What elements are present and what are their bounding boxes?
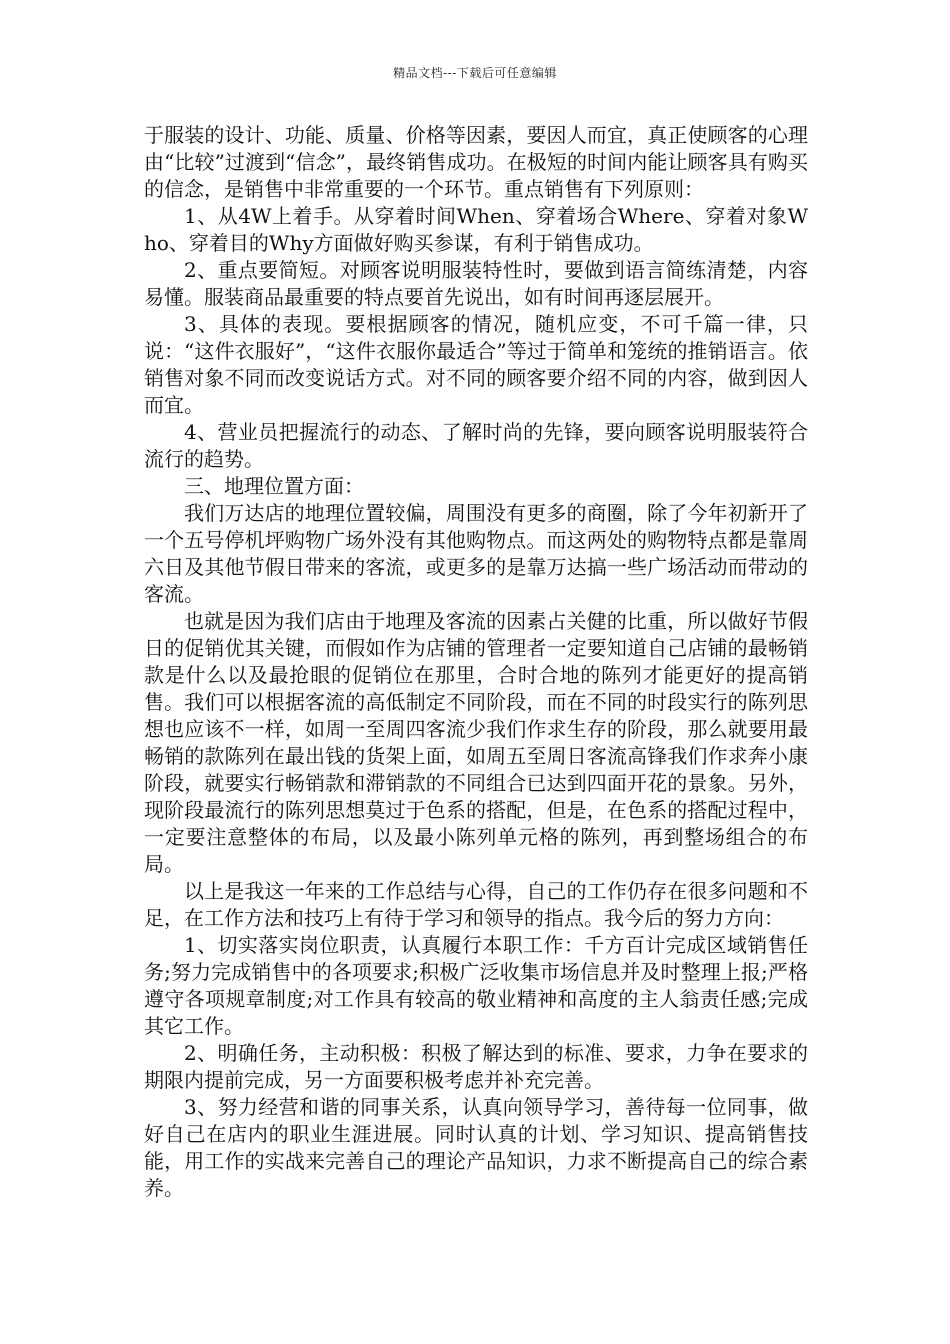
section-heading-location: 三、地理位置方面： bbox=[184, 474, 364, 498]
paragraph-principle-2: 2、重点要简短。对顾客说明服装特性时，要做到语言简练清楚，内容易懂。服装商品最重要的特点要首先说出，如有时间再逐层展开。 bbox=[144, 258, 808, 309]
paragraph-direction-1: 1、切实落实岗位职责，认真履行本职工作：千方百计完成区域销售任务;努力完成销售中的各项要求;积极广泛收集市场信息并及时整理上报;严格遵守各项规章制度;对工作具有较高的敬业精神和高度的主人翁责任感;完成其它工作。 bbox=[144, 933, 808, 1038]
paragraph-principle-3: 3、具体的表现。要根据顾客的情况，随机应变，不可千篇一律，只说：“这件衣服好”，“这件衣服你最适合”等过于简单和笼统的推销语言。依销售对象不同而改变说话方式。对不同的顾客要介绍不同的内容，做到因人而宜。 bbox=[144, 312, 808, 417]
document-body bbox=[144, 122, 808, 1202]
paragraph-direction-2: 2、明确任务，主动积极：积极了解达到的标准、要求，力争在要求的期限内提前完成，另一方面要积极考虑并补充完善。 bbox=[144, 1041, 808, 1092]
paragraph-principle-4: 4、营业员把握流行的动态、了解时尚的先锋，要向顾客说明服装符合流行的趋势。 bbox=[144, 420, 808, 471]
paragraph-summary: 以上是我这一年来的工作总结与心得，自己的工作仍存在很多问题和不足，在工作方法和技巧上有待于学习和领导的指点。我今后的努力方向： bbox=[144, 879, 808, 930]
paragraph-continuation: 于服装的设计、功能、质量、价格等因素，要因人而宜，真正使顾客的心理由“比较”过渡到“信念”，最终销售成功。在极短的时间内能让顾客具有购买的信念，是销售中非常重要的一个环节。重点销售有下列原则： bbox=[144, 123, 808, 201]
paragraph-direction-3: 3、努力经营和谐的同事关系，认真向领导学习，善待每一位同事，做好自己在店内的职业生涯进展。同时认真的计划、学习知识、提高销售技能，用工作的实战来完善自己的理论产品知识，力求不断提高自己的综合素养。 bbox=[144, 1095, 808, 1200]
paragraph-location-2: 也就是因为我们店由于地理及客流的因素占关健的比重，所以做好节假日的促销优其关键，而假如作为店铺的管理者一定要知道自己店铺的最畅销款是什么以及最抢眼的促销位在那里，合时合地的陈列才能更好的提高销售。我们可以根据客流的高低制定不同阶段，而在不同的时段实行的陈列思想也应该不一样，如周一至周四客流少我们作求生存的阶段，那么就要用最畅销的款陈列在最出钱的货架上面，如周五至周日客流高锋我们作求奔小康阶段，就要实行畅销款和滞销款的不同组合已达到四面开花的景象。另外，现阶段最流行的陈列思想莫过于色系的搭配，但是，在色系的搭配过程中，一定要注意整体的布局，以及最小陈列单元格的陈列，再到整场组合的布局。 bbox=[144, 609, 808, 876]
paragraph-location-1: 我们万达店的地理位置较偏，周围没有更多的商圈，除了今年初新开了一个五号停机坪购物广场外没有其他购物点。而这两处的购物特点都是靠周六日及其他节假日带来的客流，或更多的是靠万达搞一些广场活动而带动的客流。 bbox=[144, 501, 808, 606]
page-header: 精品文档---下载后可任意编辑 bbox=[393, 66, 557, 80]
paragraph-principle-1: 1、从4W上着手。从穿着时间When、穿着场合Where、穿着对象Who、穿着目的Why方面做好购买参谋，有利于销售成功。 bbox=[144, 204, 808, 255]
